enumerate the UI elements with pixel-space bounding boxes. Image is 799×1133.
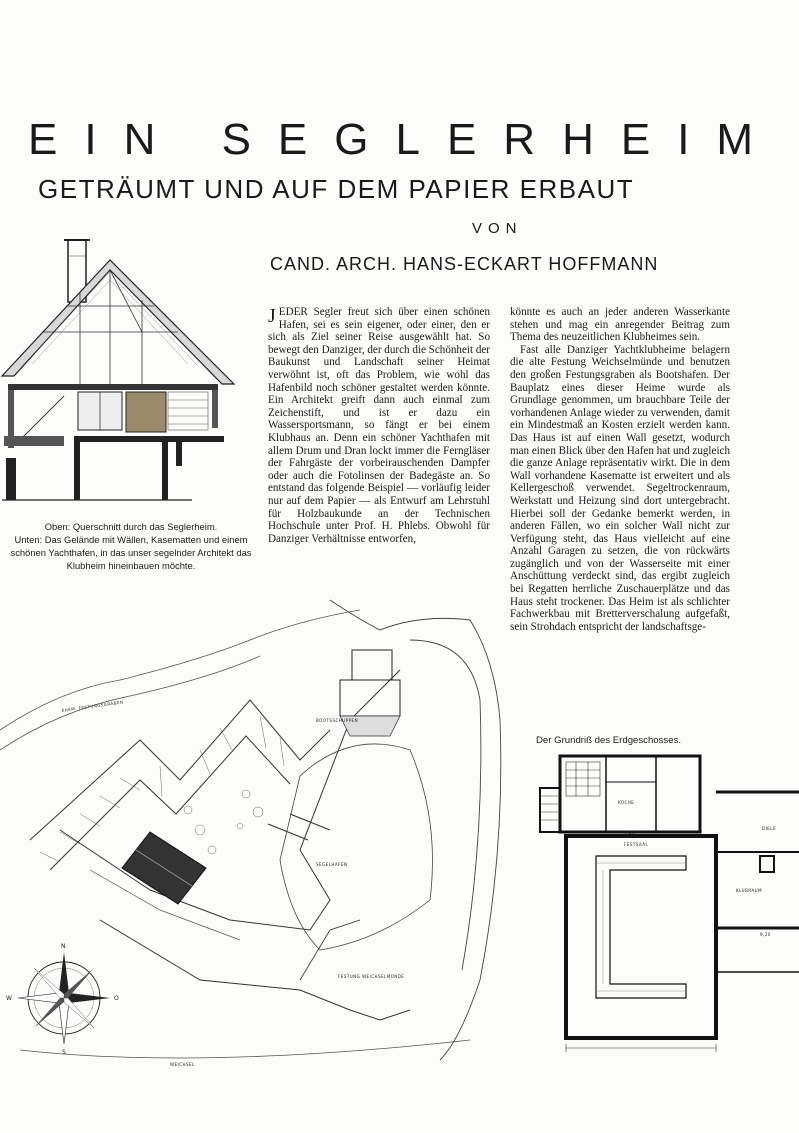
dimension-2: 9,20 bbox=[760, 932, 771, 937]
article-paragraph: EDER Segler freut sich über einen schönen Hafen, sei es sein eigener, oder einer, den er sich als Ziel seiner Reise ausgewählt hat. So bewegt den Danziger, der durch die Schönheit der Baukunst und Landschaft seiner Heimat verwöhnt ist, oft das Problem, wie wohl das Hafenbild noch schöner gestaltet werden könnte. Ein Architekt greift dann auch einmal zum Zeichenstift, und ist er dazu ein Wassersportsmann, so fängt er bei einem Klubhaus an. Denn ein schöner Yachthafen mit allem Drum und Dran lockt immer die Ferngläser der Fahrgäste der vorbeirauschenden Dampfer oder auch die Fotolinsen der Badegäste an. So entstand das folgende Beispiel — vorläufig leider nur auf dem Papier — als Entwurf am Lehrstuhl für Holzbaukunde an der Technischen Hochschule unter Prof. H. Phlebs. Obwohl für Danziger Verhältnisse entworfen, bbox=[268, 306, 490, 545]
label-festung: FESTUNG WEICHSELMÜNDE bbox=[338, 974, 405, 979]
drop-cap: J bbox=[268, 305, 276, 327]
floor-plan-drawing bbox=[536, 752, 799, 1057]
figure-caption bbox=[8, 520, 254, 572]
compass-rose-icon bbox=[6, 943, 119, 1056]
caption-line-2: Unten: Das Gelände mit Wällen, Kasematten und einem schönen Yachthafen, in das unser segelnder Architekt das Klubheim hineinbauen möchte. bbox=[10, 534, 252, 571]
article-paragraph: Fast alle Danziger Yachtklubheime belagern die alte Festung Weichselmünde und benutzen den großen Festungsgraben als Bootshafen. Der Bauplatz eines dieser Heime wurde als Grundlage genommen, um brauchbare Teile der vorhandenen Anlage wieder zu verwenden, damit ein Mindestmaß an Kosten erzielt werden kann. Das Haus ist auf einen Wall gesetzt, wodurch man einen Blick über den Hafen hat und zugleich die ganze Anlage repräsentativ wirkt. Die in dem Wall vorhandene Kasematte ist erweitert und als Kellergeschoß verwendet. Segeltrockenraum, Werkstatt und Heizung sind dort untergebracht. Hierbei soll der Gedanke bemerkt werden, in anderen Fällen, wo ein solcher Wall nicht zur Verfügung steht, das Haus vielleicht auf eine Anzahl Garagen zu setzen, die von rückwärts zugänglich und von der Wasserseite mit einer Anschüttung verdeckt sind, das ergibt zugleich bei Regatten herrliche Zuschauerplätze und das Haus steht trockener. Das Heim ist als schlichter Fachwerkbau mit Bretterverschalung aufgefaßt, sein Strohdach entspricht der landschaftsge- bbox=[510, 343, 730, 633]
article-column-1 bbox=[268, 306, 490, 545]
page-subtitle: GETRÄUMT UND AUF DEM PAPIER ERBAUT bbox=[38, 174, 635, 204]
byline-author: CAND. ARCH. HANS-ECKART HOFFMANN bbox=[270, 254, 659, 274]
room-festsaal: FESTSAAL bbox=[624, 842, 649, 847]
label-weichsel: WEICHSEL bbox=[170, 1062, 195, 1067]
cross-section-drawing bbox=[2, 236, 238, 506]
article-paragraph: könnte es auch an jeder anderen Wasserkante stehen und mag ein anregender Beitrag zum Thema des neuzeitlichen Klubheimes sein. bbox=[510, 306, 730, 344]
site-plan-drawing bbox=[0, 600, 520, 1070]
label-graben: EHEM. FESTUNGSGRABEN bbox=[61, 699, 124, 713]
byline-von: VON bbox=[472, 220, 523, 237]
floor-plan-caption: Der Grundriß des Erdgeschosses. bbox=[536, 735, 682, 746]
article-column-2 bbox=[510, 306, 730, 633]
label-bootsschuppen: BOOTSSCHUPPEN bbox=[316, 718, 359, 723]
room-klubraum: KLUBRAUM bbox=[736, 888, 763, 893]
caption-line-1: Oben: Querschnitt durch das Seglerheim. bbox=[44, 521, 218, 532]
svg-text:N: N bbox=[61, 943, 66, 950]
room-kueche: KÜCHE bbox=[618, 800, 635, 805]
page-title: EIN SEGLERHEIM bbox=[28, 115, 781, 164]
room-diele: DIELE bbox=[762, 826, 777, 831]
svg-text:O: O bbox=[114, 995, 120, 1002]
svg-text:W: W bbox=[6, 995, 13, 1002]
svg-text:S: S bbox=[62, 1049, 67, 1056]
label-seglerhafen: SEGELHAFEN bbox=[316, 862, 348, 867]
dimension-1: 7,30 bbox=[624, 830, 635, 835]
